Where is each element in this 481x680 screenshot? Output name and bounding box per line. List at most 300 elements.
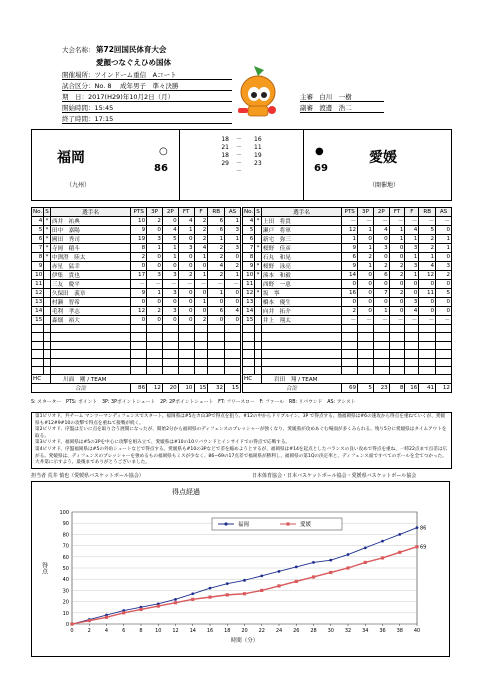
stat-cell: 4 xyxy=(373,226,389,235)
stat-cell: 9 xyxy=(243,262,255,271)
data-point xyxy=(226,582,229,585)
column-header: RB xyxy=(419,208,436,217)
data-point xyxy=(226,593,229,596)
stat-cell: 0 xyxy=(194,262,208,271)
stat-cell: * xyxy=(45,227,49,233)
stat-cell: 11 xyxy=(32,280,44,289)
total-cell: 15 xyxy=(225,384,241,393)
stat-cell: 0 xyxy=(162,217,178,226)
data-point xyxy=(329,559,332,562)
stat-cell: 0 xyxy=(208,316,225,325)
stat-cell: 1 xyxy=(208,289,225,298)
quarter-away-score: 11 xyxy=(254,144,262,151)
table-row xyxy=(32,244,241,253)
stat-cell: 5 xyxy=(243,226,255,235)
total-cell: 20 xyxy=(162,384,178,393)
data-point xyxy=(381,540,384,543)
stat-cell: 1 xyxy=(436,235,452,244)
stat-cell: * xyxy=(45,218,49,224)
stat-cell: 4 xyxy=(225,307,241,316)
referee-row xyxy=(300,93,384,102)
quarter-away-score: 19 xyxy=(254,152,262,159)
stat-cell: 8 xyxy=(243,253,255,262)
stat-cell: 12 xyxy=(131,307,147,316)
stat-cell: 0 xyxy=(342,280,358,289)
y-tick-label: 60 xyxy=(62,554,69,561)
stat-cell: 7 xyxy=(373,289,389,298)
start-row xyxy=(62,104,232,113)
y-tick-label: 50 xyxy=(62,566,69,572)
quarter-dash: － xyxy=(236,144,243,151)
stat-cell: 3 xyxy=(405,244,419,253)
data-point xyxy=(88,619,91,622)
player-name: 石丸 和晃 xyxy=(261,253,341,262)
table-row xyxy=(32,271,241,280)
quarter-dash: － xyxy=(236,160,243,167)
x-tick-label: 12 xyxy=(172,628,179,634)
player-name: 國田 秀司 xyxy=(50,235,130,244)
stat-cell: 8 xyxy=(131,244,147,253)
stat-cell: 5 xyxy=(32,226,44,235)
stat-cell: 2 xyxy=(373,262,389,271)
x-tick-label: 0 xyxy=(70,628,74,634)
stat-cell: 0 xyxy=(147,226,163,235)
table-row xyxy=(32,217,241,226)
stat-cell: 0 xyxy=(162,298,178,307)
data-point xyxy=(277,584,280,587)
stat-cell: 2 xyxy=(389,289,405,298)
summary-q3: 第3ピリオド、福岡県は#5の3Pを中心に攻撃を組み立て、愛媛県は#10の10リバウンドとインサイドでの得点で応戦する。 xyxy=(35,440,291,446)
player-name: 三友 慶平 xyxy=(50,280,130,289)
total-cell: 5 xyxy=(358,384,374,393)
legend-label: 愛媛 xyxy=(300,522,312,528)
stat-cell: － xyxy=(131,280,147,289)
stat-cell: 1 xyxy=(436,244,452,253)
data-point xyxy=(381,556,384,559)
x-tick-label: 30 xyxy=(327,628,334,634)
x-tick-label: 14 xyxy=(189,628,196,634)
data-point xyxy=(260,574,263,577)
blank-row xyxy=(32,341,241,349)
stat-cell: 1 xyxy=(194,253,208,262)
table-row xyxy=(32,262,241,271)
table-row xyxy=(32,280,241,289)
stat-cell: 4 xyxy=(243,217,255,226)
stat-cell: － xyxy=(389,217,405,226)
column-header: 2P xyxy=(373,208,389,217)
stat-cell: 4 xyxy=(194,244,208,253)
stat-cell: 15 xyxy=(32,316,44,325)
data-point xyxy=(329,571,332,574)
table-row xyxy=(243,271,452,280)
stat-cell: * xyxy=(256,218,260,224)
stat-cell: 0 xyxy=(178,298,194,307)
game-no-row xyxy=(62,82,232,91)
table-row xyxy=(32,298,241,307)
stat-cell: 6 xyxy=(208,307,225,316)
end-value-label: 86 xyxy=(420,525,427,532)
totals-label: 合計 xyxy=(32,384,131,393)
column-header: 3P xyxy=(358,208,374,217)
data-point xyxy=(295,565,298,568)
data-point xyxy=(208,596,211,599)
stat-cell: 1 xyxy=(225,217,241,226)
stat-cell: 5 xyxy=(419,226,436,235)
end-value-label: 69 xyxy=(420,544,427,551)
stat-cell: * xyxy=(45,245,49,251)
player-name: 中渕澄 陸太 xyxy=(50,253,130,262)
column-header: RB xyxy=(208,208,225,217)
score-panel xyxy=(31,129,452,201)
stat-cell: 2 xyxy=(194,217,208,226)
data-point xyxy=(398,533,401,536)
end-label: 終了時間： xyxy=(62,115,95,123)
stat-cell: 15 xyxy=(243,316,255,325)
stat-cell: 0 xyxy=(178,289,194,298)
game-no: No. 8 成年男子 準々決勝 xyxy=(94,82,179,90)
stat-cell: 6 xyxy=(342,253,358,262)
x-tick-label: 38 xyxy=(396,628,403,634)
player-name: 向井 拓介 xyxy=(261,307,341,316)
stat-cell: 16 xyxy=(342,289,358,298)
stat-cell: 1 xyxy=(178,226,194,235)
stat-cell: 1 xyxy=(194,298,208,307)
date-label: 期 日： xyxy=(62,93,88,101)
column-header: FT xyxy=(389,208,405,217)
stat-cell: 1 xyxy=(358,244,374,253)
y-tick-label: 30 xyxy=(62,588,69,595)
stat-cell: * xyxy=(45,236,49,242)
data-point xyxy=(295,580,298,583)
stat-cell: 0 xyxy=(389,280,405,289)
stat-cell: 2 xyxy=(358,253,374,262)
stat-cell: 4 xyxy=(419,262,436,271)
data-point xyxy=(191,592,194,595)
stat-cell: 2 xyxy=(208,244,225,253)
stat-cell: 2 xyxy=(389,262,405,271)
player-name: 橋本 優生 xyxy=(261,298,341,307)
quarter-home-score: 18 xyxy=(221,152,229,159)
stat-cell: 2 xyxy=(419,244,436,253)
end-row xyxy=(62,115,232,124)
stat-cell: 11 xyxy=(243,280,255,289)
stat-cell: 0 xyxy=(225,316,241,325)
home-total-score: 86 xyxy=(154,163,168,174)
data-point xyxy=(243,579,246,582)
player-name: 桜野 佳彦 xyxy=(261,244,341,253)
stat-cell: 0 xyxy=(389,307,405,316)
stat-cell: 0 xyxy=(225,253,241,262)
player-name: 久保田 義章 xyxy=(50,289,130,298)
game-summary xyxy=(31,412,452,469)
stat-cell: 7 xyxy=(243,244,255,253)
total-cell: 23 xyxy=(373,384,389,393)
stat-cell: － xyxy=(436,316,452,325)
stat-cell: 13 xyxy=(32,298,44,307)
blank-row xyxy=(32,333,241,341)
table-row xyxy=(243,298,452,307)
player-name: 井上 翔太 xyxy=(261,316,341,325)
stat-cell: 5 xyxy=(436,289,452,298)
away-team-panel xyxy=(303,130,451,200)
data-point xyxy=(191,598,194,601)
player-name: 赤星 猛幸 xyxy=(50,262,130,271)
stat-cell: 0 xyxy=(178,316,194,325)
away-team-region: （開催地） xyxy=(369,182,400,189)
table-row xyxy=(243,235,452,244)
stat-cell: 6 xyxy=(208,217,225,226)
column-header: F xyxy=(405,208,419,217)
player-name: 上田 将貴 xyxy=(261,217,341,226)
stat-cell: 0 xyxy=(405,289,419,298)
stat-cell: － xyxy=(342,316,358,325)
stat-cell: 0 xyxy=(178,307,194,316)
stat-cell: － xyxy=(225,280,241,289)
player-name: 西井 祐典 xyxy=(50,217,130,226)
total-cell: 32 xyxy=(208,384,225,393)
player-name: 瀬戸 将軍 xyxy=(261,226,341,235)
player-name: 新宅 弥三 xyxy=(261,235,341,244)
organizer-credit: 日本体育協会・日本バスケットボール協会・愛媛県バスケットボール協会 xyxy=(252,473,417,479)
stat-cell: 5 xyxy=(162,235,178,244)
game-no-label: 試合区分： xyxy=(62,82,95,90)
total-cell: 41 xyxy=(419,384,436,393)
data-point xyxy=(243,592,246,595)
x-tick-label: 20 xyxy=(241,628,248,634)
stat-cell: 0 xyxy=(131,262,147,271)
stat-cell: 1 xyxy=(194,271,208,280)
coach-label: HC xyxy=(32,375,51,384)
stat-cell: 12 xyxy=(243,289,255,298)
player-name: 伊集 貴也 xyxy=(50,271,130,280)
data-point xyxy=(312,575,315,578)
summary-q4: 第4ピリオド、序盤福岡県は#5の外角シュートなどで得点する。愛媛県も#10の3Pなどで差を縮めようとするが、福岡県は#14を起点としたバランスの良い攻めで得点を重ね、一時22点まで点差は広がる。愛媛県は、ディフェンスのプレッシャーを強めるもの福岡県もミスが少なく、86−69の17点差で福岡県が勝利し、福岡県の第1Qの決定率と、ディフェンス面ですべてのボールを全てつかった。大井第に示すよう、最後までありがとうございました。 xyxy=(35,446,448,466)
stat-cell: 11 xyxy=(419,289,436,298)
away-totals-row xyxy=(243,384,452,393)
stat-cell: 10 xyxy=(243,271,255,280)
data-point xyxy=(260,589,263,592)
home-team-panel xyxy=(32,130,180,200)
blank-row xyxy=(32,358,241,366)
column-header: 2P xyxy=(162,208,178,217)
home-team-name: 福岡 xyxy=(57,150,85,166)
stat-cell: 2 xyxy=(194,235,208,244)
table-row xyxy=(32,316,241,325)
stat-cell: 0 xyxy=(436,307,452,316)
stat-cell: 4 xyxy=(208,262,225,271)
stat-cell: 0 xyxy=(358,307,374,316)
stat-cell: － xyxy=(208,280,225,289)
summary-q1: 第1ピリオド、共チーム マンツーマンディフェンスでスタート。福岡県は#5左カ山3Pで得点を狙う。#12の中からドリブルイン、3P で得点する。他福岡県は#6の速攻から得点を重ねていくが、愛媛県も#12#9#10の攻撃で得点を重ねて接戦が続く。 xyxy=(35,414,446,426)
home-coach-row xyxy=(32,375,241,384)
stat-cell: 3 xyxy=(147,235,163,244)
recorder-credit: 担当者 荒井 慎也（愛媛県バスケットボール協会） xyxy=(31,473,144,479)
stat-cell: 3 xyxy=(436,262,452,271)
stat-cell: 3 xyxy=(405,298,419,307)
quarter-dash: － xyxy=(236,152,243,159)
data-point xyxy=(398,551,401,554)
date: 2017(H29)年10月2日（月） xyxy=(88,93,175,101)
referee-label: 主審 xyxy=(300,93,313,101)
tournament-subtitle: 愛顔つなぐえひめ国体 xyxy=(96,58,171,67)
data-point xyxy=(139,608,142,611)
blank-row xyxy=(32,350,241,358)
quarter-away-score: 23 xyxy=(254,160,262,167)
away-header-row xyxy=(243,208,452,217)
legend-marker xyxy=(286,522,289,525)
stat-cell: 0 xyxy=(194,307,208,316)
stat-cell: * xyxy=(256,272,260,278)
y-tick-label: 40 xyxy=(62,577,69,584)
total-cell: 10 xyxy=(178,384,194,393)
totals-label: 合計 xyxy=(243,384,342,393)
blank-row xyxy=(243,350,452,358)
stat-cell: 0 xyxy=(358,298,374,307)
stat-cell: 0 xyxy=(131,316,147,325)
stat-cell: 7 xyxy=(32,244,44,253)
stat-cell: － xyxy=(194,280,208,289)
stat-cell: 0 xyxy=(358,235,374,244)
stat-cell: 1 xyxy=(389,226,405,235)
data-point xyxy=(364,546,367,549)
stat-cell: 0 xyxy=(436,280,452,289)
stat-cell: 0 xyxy=(194,289,208,298)
stat-cell: 9 xyxy=(342,262,358,271)
stat-cell: 0 xyxy=(147,298,163,307)
home-win-marker: ○ xyxy=(159,146,168,157)
venue: ツインドーム重信 Aコート xyxy=(94,71,177,79)
x-tick-label: 6 xyxy=(122,628,126,634)
stat-cell: 1 xyxy=(225,235,241,244)
tournament-label: 大会名称： xyxy=(62,46,95,54)
x-tick-label: 24 xyxy=(275,628,283,634)
player-name: 田中 嘉陽 xyxy=(50,226,130,235)
quarter-home-score: 21 xyxy=(221,144,229,151)
stat-cell: － xyxy=(419,316,436,325)
stat-cell: 9 xyxy=(131,289,147,298)
stat-cell: 0 xyxy=(358,289,374,298)
stat-cell: － xyxy=(358,217,374,226)
away-team-name: 愛媛 xyxy=(369,150,397,166)
y-tick-label: 20 xyxy=(62,599,69,606)
stat-cell: － xyxy=(358,316,374,325)
stat-cell: 0 xyxy=(373,253,389,262)
x-tick-label: 40 xyxy=(413,628,421,634)
stat-cell: 0 xyxy=(419,298,436,307)
column-header: No. xyxy=(33,209,43,215)
stat-cell: 3 xyxy=(162,289,178,298)
coach-label: HC xyxy=(243,375,262,384)
stat-cell: 2 xyxy=(436,271,452,280)
table-row xyxy=(32,235,241,244)
y-tick-label: 10 xyxy=(62,610,69,617)
stat-cell: 6 xyxy=(243,235,255,244)
blank-row xyxy=(243,325,452,333)
stat-cell: 2 xyxy=(419,235,436,244)
stat-cell: 9 xyxy=(32,262,44,271)
table-row xyxy=(243,244,452,253)
y-axis-label: 得点 xyxy=(40,562,48,574)
stat-cell: * xyxy=(256,290,260,296)
y-tick-label: 0 xyxy=(65,622,69,628)
venue-label: 開催場所： xyxy=(62,71,95,79)
stat-cell: 0 xyxy=(178,262,194,271)
stat-cell: 14 xyxy=(243,307,255,316)
y-tick-label: 80 xyxy=(62,532,69,539)
stat-cell: 9 xyxy=(342,244,358,253)
score-progress-chart-frame xyxy=(31,481,450,657)
data-point xyxy=(122,611,125,614)
stat-cell: 12 xyxy=(342,226,358,235)
stat-cell: 3 xyxy=(162,271,178,280)
stat-cell: 1 xyxy=(225,271,241,280)
x-tick-label: 16 xyxy=(206,628,214,634)
quarter-home-score: 18 xyxy=(221,136,229,143)
stat-cell: 6 xyxy=(208,226,225,235)
referee-name: 白川 一樹 xyxy=(319,93,352,101)
player-name: 坂 寧 xyxy=(261,289,341,298)
player-name: 毛利 孝志 xyxy=(50,307,130,316)
stat-cell: 1 xyxy=(373,307,389,316)
stat-cell: 1 xyxy=(405,271,419,280)
stat-cell: － xyxy=(162,280,178,289)
data-point xyxy=(157,604,160,607)
start-time: 15:45 xyxy=(94,104,114,112)
table-row xyxy=(243,217,452,226)
x-tick-label: 4 xyxy=(104,628,109,634)
table-row xyxy=(243,262,452,271)
data-point xyxy=(174,601,177,604)
stat-cell: 0 xyxy=(342,298,358,307)
home-header-row xyxy=(32,208,241,217)
column-header: 選手名 xyxy=(261,208,341,217)
stat-cell: 0 xyxy=(373,298,389,307)
stat-cell: 4 xyxy=(162,226,178,235)
quarter-home-score: 29 xyxy=(221,160,229,167)
column-header: AS xyxy=(225,208,241,217)
stat-cell: 1 xyxy=(405,235,419,244)
stat-cell: 0 xyxy=(358,271,374,280)
stat-cell: 14 xyxy=(32,307,44,316)
stat-cell: 17 xyxy=(131,271,147,280)
table-row xyxy=(243,316,452,325)
stat-cell: － xyxy=(373,316,389,325)
stat-cell: 0 xyxy=(225,289,241,298)
away-coach-row xyxy=(243,375,452,384)
venue-row xyxy=(62,71,232,80)
player-name: 寺岡 稲斗 xyxy=(50,244,130,253)
stat-cell: 1 xyxy=(147,289,163,298)
stat-cell: 9 xyxy=(131,226,147,235)
stat-cell: 2 xyxy=(342,307,358,316)
column-header: FT xyxy=(178,208,194,217)
stat-cell: － xyxy=(405,316,419,325)
column-header: 選手名 xyxy=(50,208,130,217)
date-row xyxy=(62,93,232,102)
stat-cell: 12 xyxy=(32,289,44,298)
stat-cell: 1 xyxy=(405,253,419,262)
stat-cell: 2 xyxy=(194,226,208,235)
away-total-score: 69 xyxy=(314,163,328,174)
player-name: 湊本 和毅 xyxy=(261,271,341,280)
x-tick-label: 18 xyxy=(224,628,231,634)
stat-cell: 0 xyxy=(162,262,178,271)
column-header: PTS xyxy=(342,208,358,217)
score-progress-chart xyxy=(32,482,451,658)
away-box-score xyxy=(242,207,452,393)
column-header: No. xyxy=(244,209,254,215)
table-row xyxy=(32,253,241,262)
